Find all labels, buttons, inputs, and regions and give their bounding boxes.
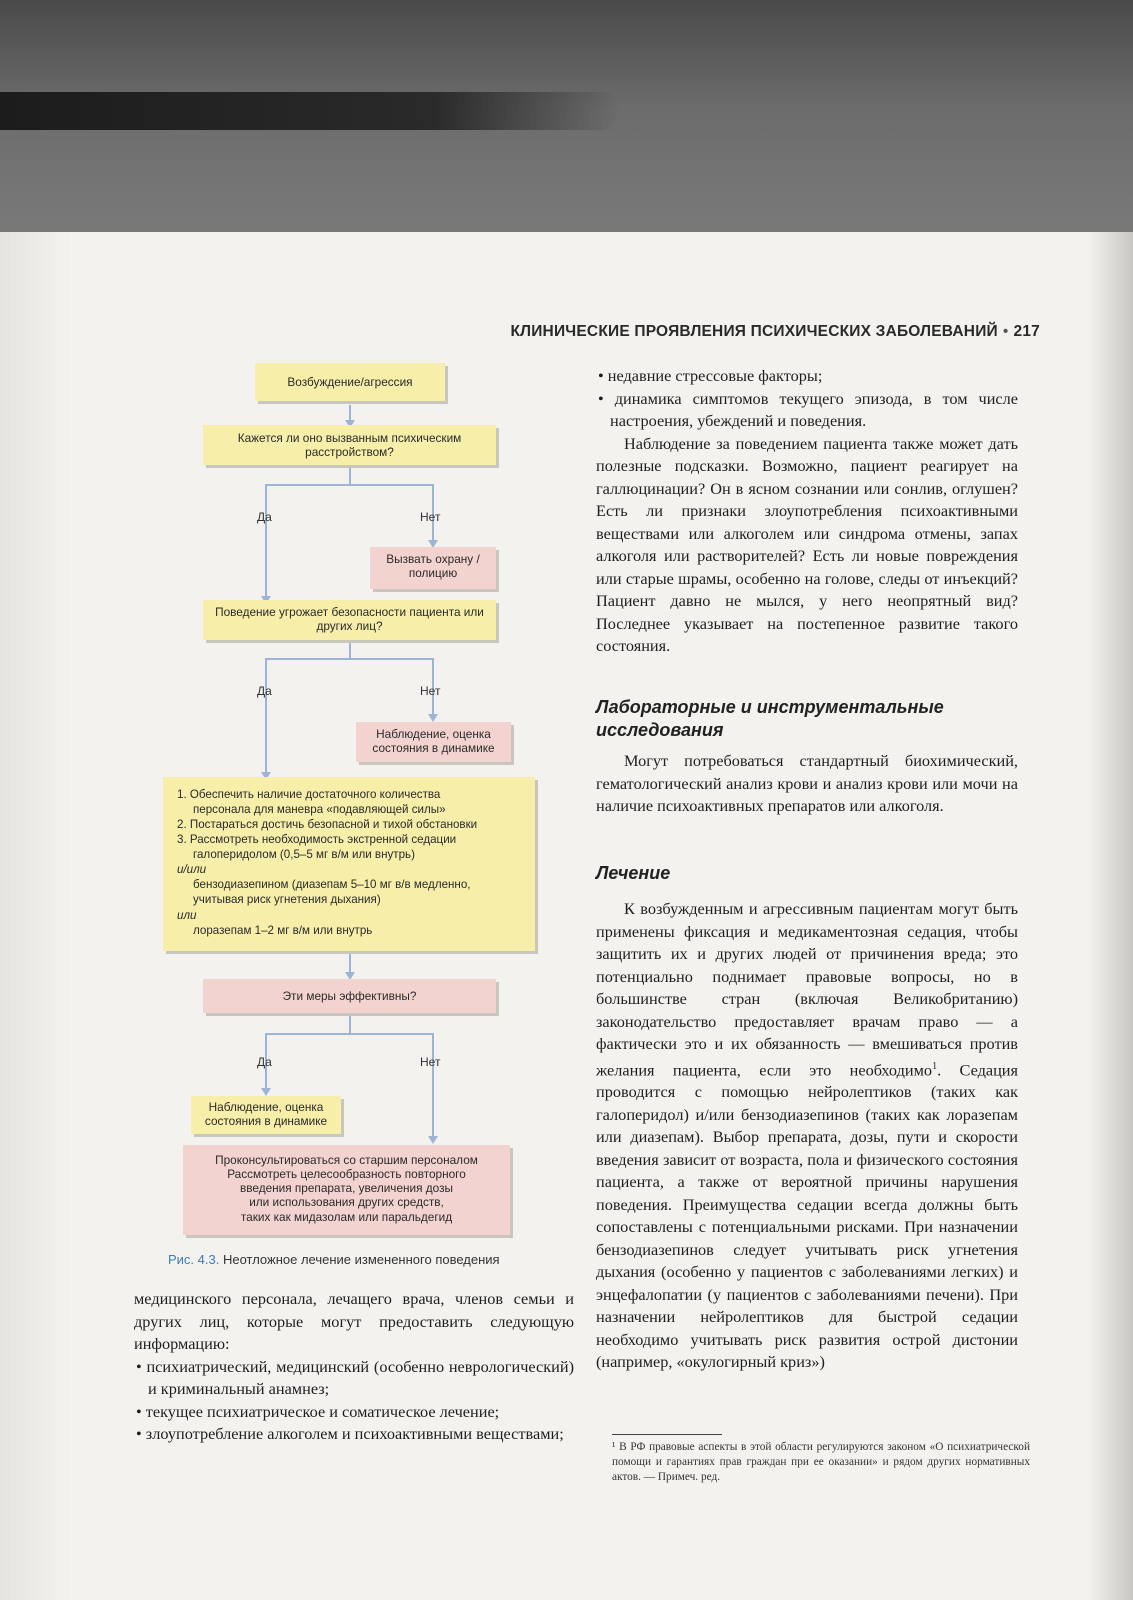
bullet-item: • динамика симптомов текущего эпизода, в том числе настроения, убеждений и поведения. bbox=[598, 388, 1018, 430]
flow-start-box: Возбуждение/агрессия bbox=[255, 363, 445, 401]
connector bbox=[349, 1015, 351, 1033]
connector bbox=[265, 1033, 433, 1035]
action-line: лоразепам 1–2 мг в/м или внутрь bbox=[193, 923, 373, 937]
consult-line: введения препарата, увеличения дозы bbox=[240, 1181, 453, 1196]
arrow-head bbox=[428, 1136, 438, 1144]
label-no: Нет bbox=[420, 1055, 441, 1069]
arrow-head bbox=[428, 714, 438, 722]
flow-actions-box bbox=[163, 777, 535, 951]
flow-question-effective: Эти меры эффективны? bbox=[203, 979, 496, 1013]
action-line: бензодиазепином (диазепам 5–10 мг в/в медленно, bbox=[193, 878, 471, 892]
connector bbox=[432, 1033, 434, 1138]
lab-paragraph-block bbox=[596, 750, 1018, 818]
action-line: учитывая риск угнетения дыхания) bbox=[193, 893, 381, 907]
flow-consult-box bbox=[183, 1145, 510, 1235]
action-line: персонала для маневра «подавляющей силы» bbox=[193, 803, 446, 817]
page-number: 217 bbox=[1013, 323, 1040, 340]
figure-caption bbox=[168, 1252, 588, 1267]
connector bbox=[349, 466, 351, 484]
label-yes: Да bbox=[257, 1055, 272, 1069]
flow-question-psychiatric: Кажется ли оно вызванным психическим расстройством? bbox=[203, 425, 496, 465]
label-yes: Да bbox=[257, 684, 272, 698]
page-edge-shadow bbox=[1088, 232, 1133, 1600]
arrow-head bbox=[261, 1088, 271, 1096]
header-separator: • bbox=[1002, 323, 1009, 340]
paragraph-treatment bbox=[596, 898, 1018, 1374]
label-yes: Да bbox=[257, 510, 272, 524]
footnote-reference: 1 bbox=[932, 1060, 938, 1072]
treatment-text-1: К возбужденным и агрессивным пациентам могут быть применены фиксация и медикаментозная седация, чтобы защитить их и других людей от причинения вреда; это потенциально поднимает правовые вопросы, но в большинстве стран (включая Великобританию) законодательство предоставляет врачам право — а фактически это и их обязанность — вмешиваться против желания пациента, если это необходимо bbox=[596, 899, 1018, 1079]
action-line: 2. Постараться достичь безопасной и тихой обстановки bbox=[177, 818, 478, 832]
bullet-item: • злоупотребление алкоголем и психоактивными веществами; bbox=[136, 1424, 564, 1443]
footnote-rule bbox=[612, 1434, 722, 1435]
flow-call-security-box: Вызвать охрану / полицию bbox=[370, 547, 496, 589]
consult-line: Рассмотреть целесообразность повторного bbox=[227, 1167, 466, 1182]
action-line: 3. Рассмотреть необходимость экстренной седации bbox=[177, 833, 457, 847]
treatment-paragraph-block bbox=[596, 898, 1018, 1374]
flow-observe-box-2: Наблюдение, оценка состояния в динамике bbox=[191, 1096, 341, 1134]
bullet-item: • текущее психиатрическое и соматическое лечение; bbox=[136, 1401, 500, 1421]
photo-dark-strip bbox=[0, 92, 620, 130]
consult-line: Проконсультироваться со старшим персоналом bbox=[215, 1153, 478, 1167]
section-heading-lab: Лабораторные и инструментальные исследования bbox=[596, 697, 944, 740]
flow-question-danger: Поведение угрожает безопасности пациента или других лиц? bbox=[203, 600, 496, 640]
label-no: Нет bbox=[420, 684, 441, 698]
action-line: 1. Обеспечить наличие достаточного количества bbox=[177, 788, 441, 801]
running-title: КЛИНИЧЕСКИЕ ПРОЯВЛЕНИЯ ПСИХИЧЕСКИХ ЗАБОЛЕВАНИЙ bbox=[510, 323, 998, 340]
connector bbox=[349, 640, 351, 658]
right-column-text bbox=[596, 365, 1018, 658]
footnote-text: ¹ В РФ правовые аспекты в этой области регулируются законом «О психиатрической помощи и гарантиях прав граждан при ее оказании» и рядом других нормативных актов. — Примеч. ред. bbox=[612, 1441, 1030, 1483]
page-gutter bbox=[0, 232, 70, 1600]
bullet-item: • недавние стрессовые факторы; bbox=[598, 366, 823, 385]
connector bbox=[265, 658, 433, 660]
connector bbox=[265, 484, 433, 486]
label-no: Нет bbox=[420, 510, 441, 524]
bullet-item: • психиатрический, медицинский (особенно неврологический) и криминальный анамнез; bbox=[136, 1356, 574, 1398]
consult-line: таких как мидазолам или паральдегид bbox=[240, 1209, 453, 1224]
action-connector-text: или bbox=[177, 908, 197, 922]
section-heading-treatment: Лечение bbox=[596, 863, 671, 883]
paragraph: медицинского персонала, лечащего врача, членов семьи и других лиц, которые могут предоставить следующую информацию: bbox=[134, 1289, 574, 1353]
action-line: галоперидолом (0,5–5 мг в/м или внутрь) bbox=[193, 848, 415, 862]
left-column-text bbox=[134, 1288, 574, 1446]
running-header bbox=[510, 323, 1040, 341]
flow-observe-box-1: Наблюдение, оценка состояния в динамике bbox=[356, 722, 511, 762]
paragraph-observation: Наблюдение за поведением пациента также может дать полезные подсказки. Возможно, пациент реагирует на галлюцинации? Он в ясном сознании или сонлив, оглушен? Есть ли признаки злоупотребления психоактивными веществами или алкоголем или синдрома отмены, запах алкоголя или растворителей? Есть ли новые повреждения или старые шрамы, особенно на голове, следы от инъекций? Пациент давно не мылся, у него неопрятный вид? Последнее указывает на постепенное развитие такого состояния. bbox=[596, 433, 1018, 655]
figure-number: Рис. 4.3. bbox=[168, 1252, 220, 1267]
consult-line: или использования других средств, bbox=[249, 1195, 444, 1210]
paragraph-lab: Могут потребоваться стандартный биохимический, гематологический анализ крови и анализ крови или мочи на наличие психоактивных препаратов или алкоголя. bbox=[596, 751, 1018, 815]
action-connector-text: и/или bbox=[177, 863, 207, 877]
connector bbox=[265, 484, 267, 600]
figure-caption-text: Неотложное лечение измененного поведения bbox=[222, 1252, 500, 1267]
connector bbox=[265, 658, 267, 776]
treatment-text-2: . Седация проводится с помощью нейролептиков (таких как галоперидол) и/или бензодиазепинов (таких как лоразепам или диазепам). Выбор препарата, дозы, пути и скорости введения зависит от возраста, пола и физического состояния пациента, а также от вероятной причины нарушения поведения. Преимущества седации всегда должны быть сопоставлены с потенциальными рисками. При назначении бензодиазепинов следует учитывать риск угнетения дыхания (особенно у пациентов с заболеваниями легких) и энцефалопатии (у пациентов с заболеваниями печени). При назначении нейролептиков для быстрой седации необходимо учитывать риск развития острой дистонии (например, «окулогирный криз») bbox=[596, 1059, 1019, 1372]
